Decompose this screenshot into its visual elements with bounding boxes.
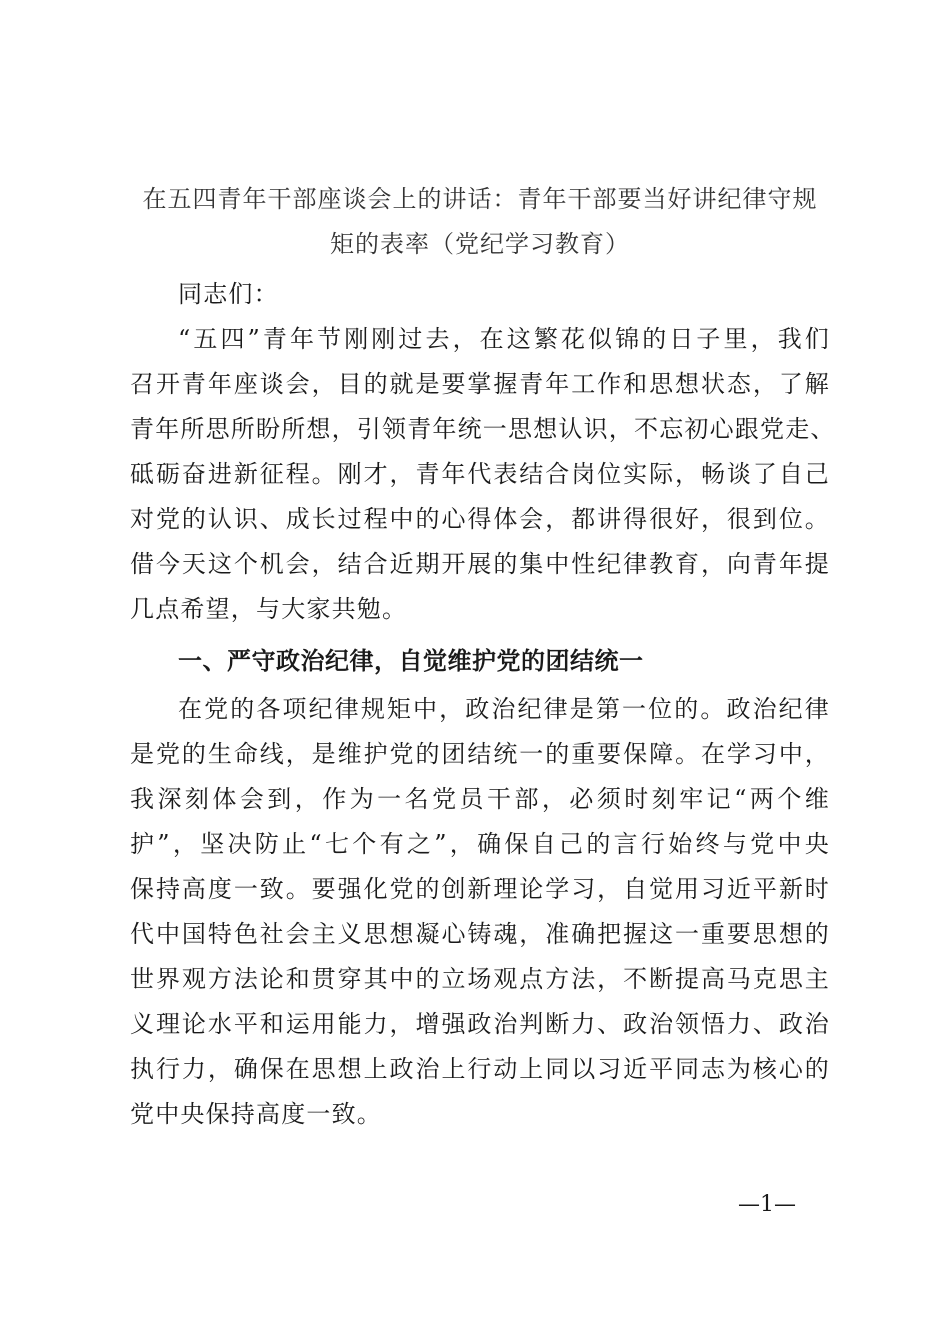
paragraph-line: 我深刻体会到，作为一名党员干部，必须时刻牢记“两个维 bbox=[130, 785, 830, 813]
paragraph-line: 借今天这个机会，结合近期开展的集中性纪律教育，向青年提 bbox=[130, 550, 830, 578]
paragraph-line: 在党的各项纪律规矩中，政治纪律是第一位的。政治纪律 bbox=[178, 695, 830, 723]
paragraph-line: 青年所思所盼所想，引领青年统一思想认识，不忘初心跟党走、 bbox=[130, 415, 836, 443]
paragraph-line: 义理论水平和运用能力，增强政治判断力、政治领悟力、政治 bbox=[130, 1010, 830, 1038]
salutation: 同志们： bbox=[178, 280, 279, 308]
paragraph-line: 对党的认识、成长过程中的心得体会，都讲得很好，很到位。 bbox=[130, 505, 830, 533]
paragraph-line: 砥砺奋进新征程。刚才，青年代表结合岗位实际，畅谈了自己 bbox=[130, 460, 830, 488]
paragraph-line: 代中国特色社会主义思想凝心铸魂，准确把握这一重要思想的 bbox=[130, 920, 830, 948]
paragraph-line: 是党的生命线，是维护党的团结统一的重要保障。在学习中， bbox=[130, 740, 830, 768]
section-heading: 一、严守政治纪律，自觉维护党的团结统一 bbox=[178, 647, 644, 675]
paragraph-line: 护”，坚决防止“七个有之”，确保自己的言行始终与党中央 bbox=[130, 830, 830, 858]
paragraph-line: 执行力，确保在思想上政治上行动上同以习近平同志为核心的 bbox=[130, 1055, 830, 1083]
paragraph-line: 保持高度一致。要强化党的创新理论学习，自觉用习近平新时 bbox=[130, 875, 830, 903]
paragraph-line: 几点希望，与大家共勉。 bbox=[130, 595, 408, 623]
document-title-line-1: 在五四青年干部座谈会上的讲话：青年干部要当好讲纪律守规 bbox=[142, 185, 818, 213]
page-number: —1— bbox=[738, 1192, 796, 1217]
paragraph-line: 党中央保持高度一致。 bbox=[130, 1100, 382, 1128]
paragraph-line: “五四”青年节刚刚过去，在这繁花似锦的日子里，我们 bbox=[178, 325, 830, 353]
paragraph-line: 召开青年座谈会，目的就是要掌握青年工作和思想状态，了解 bbox=[130, 370, 830, 398]
paragraph-line: 世界观方法论和贯穿其中的立场观点方法，不断提高马克思主 bbox=[130, 965, 830, 993]
document-title-line-2: 矩的表率（党纪学习教育） bbox=[330, 230, 630, 258]
